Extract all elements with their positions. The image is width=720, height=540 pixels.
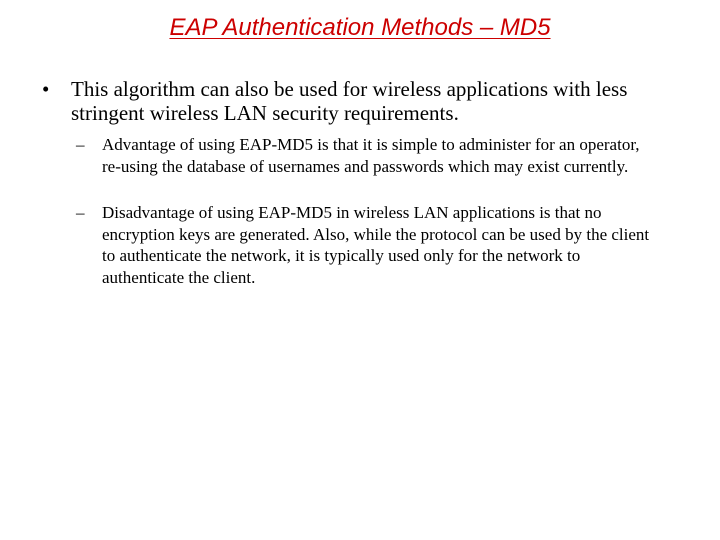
sub-bullet-text: Advantage of using EAP-MD5 is that it is simple to administer for an operator, re-using the database of usernames and passwords which may exist currently. (102, 135, 640, 176)
bullet-item (42, 77, 682, 125)
bullet-marker: • (42, 77, 50, 101)
sub-bullet-marker: – (76, 135, 85, 154)
bullet-text: This algorithm can also be used for wireless applications with less stringent wireless LAN security requirements. (71, 77, 628, 125)
sub-bullet-marker: – (76, 203, 85, 222)
slide-title: EAP Authentication Methods – MD5 (169, 14, 551, 41)
sub-bullet-text: Disadvantage of using EAP-MD5 in wireless LAN applications is that no encryption keys are generated. Also, while the protocol can be used by the client to authenticate the network, it is typically used only for the network to authenticate the client. (102, 203, 650, 287)
sub-bullet-item-advantage (76, 134, 656, 177)
sub-bullet-item-disadvantage (76, 202, 656, 288)
